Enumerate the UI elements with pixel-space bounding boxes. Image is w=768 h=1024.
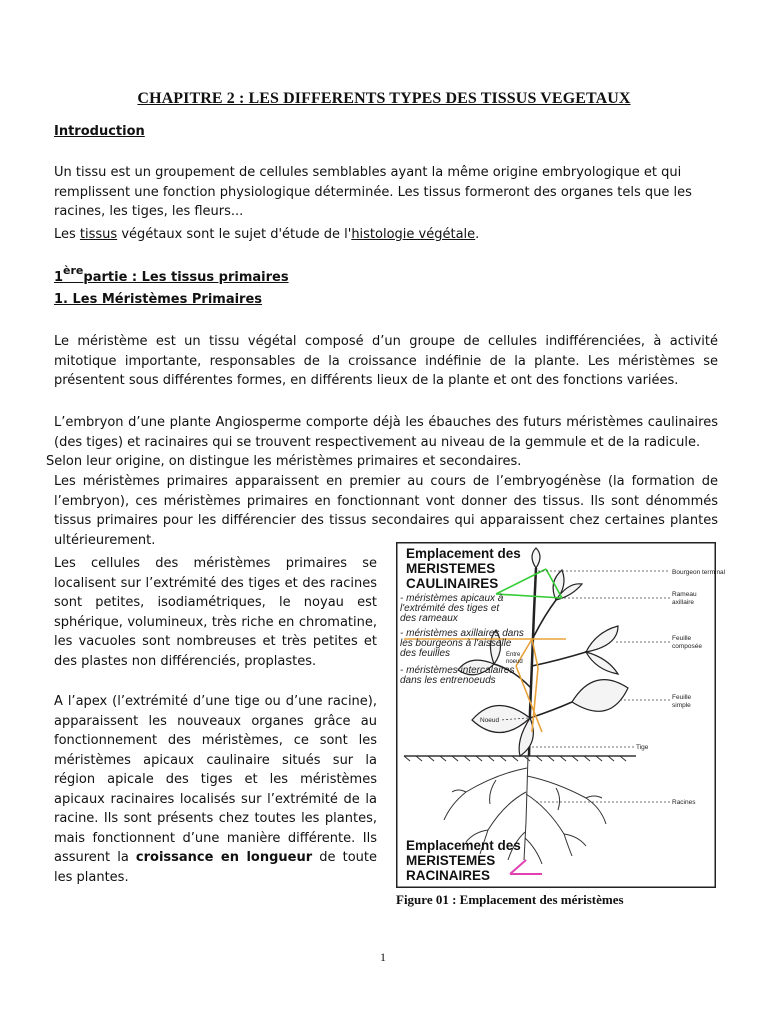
introduction-paragraph-1: Un tissu est un groupement de cellules semblables ayant la même origine embryologique et qui remplissent une fonction physiologique déterminée. Les tissus formeront des organes tels que les racines, les tiges, les fleurs... — [54, 165, 692, 219]
note-apical-line2: l'extrémité des tiges et — [400, 603, 500, 614]
note-axillary-line2: les bourgeons à l'aisselle — [400, 638, 512, 649]
section-paragraph-1: Le méristème est un tissu végétal composé d’un groupe de cellules indifférenciées, à activité mitotique importante, responsables de la croissance indéfinie de la plante. Les méristèmes se présentent sous différentes formes, en différents lieux de la plante et ont des fonctions variées. — [54, 334, 718, 388]
section-heading: 1. Les Méristèmes Primaires — [54, 292, 263, 307]
figure-caption: Figure 01 : Emplacement des méristèmes — [396, 892, 624, 907]
note-apical-line1: - méristèmes apicaux à — [400, 593, 504, 604]
note-intercalary-line1: - méristèmes intercalaires — [400, 665, 515, 676]
page-title: CHAPITRE 2 : LES DIFFERENTS TYPES DES TISSUS VEGETAUX — [137, 90, 631, 107]
label-rameau-line2: axillaire — [672, 599, 695, 606]
figure-bottom-title-line1: Emplacement des — [406, 838, 521, 853]
figure-bottom-title-line2: MERISTEMES — [406, 853, 496, 868]
figure-top-title-line1: Emplacement des — [406, 546, 521, 561]
note-intercalary-line2: dans les entrenoeuds — [400, 675, 496, 686]
column-p2-text-before: A l’apex (l’extrémité d’une tige ou d’une racine), apparaissent les nouveaux organes grâce au fonctionnement des méristèmes, ce sont les méristèmes apicaux caulinaire situés sur la région apicale des tiges et les méristèmes apicaux racinaires localisés sur l’extrémité de la racine. Ils sont présents chez toutes les plantes, mais fonctionnent d’une manière différente. Ils assurent la — [54, 694, 377, 865]
label-feuille-composee-line1: Feuille — [672, 635, 692, 642]
label-noeud: Noeud — [480, 717, 500, 724]
note-axillary-line1: - méristèmes axillaires dans — [400, 628, 524, 639]
partie-heading — [54, 264, 289, 285]
label-bourgeon-terminal: Bourgeon terminal — [672, 569, 726, 576]
page-number: 1 — [380, 950, 386, 964]
partie-number: 1 — [54, 270, 64, 285]
column-p2-text-after: de toute les plantes. — [54, 850, 377, 885]
partie-ordinal: ère — [63, 264, 84, 277]
label-feuille-simple-line2: simple — [672, 702, 691, 709]
meristem-figure — [396, 542, 726, 888]
section-paragraph-3: Selon leur origine, on distingue les méristèmes primaires et secondaires. — [46, 454, 522, 469]
figure-top-title-line3: CAULINAIRES — [406, 576, 499, 591]
section-paragraph-4: Les méristèmes primaires apparaissent en premier au cours de l’embryogénèse (la formation de l’embryon), ces méristèmes primaires en fonctionnant vont donner des tissus. Ils sont dénommés tissus primaires pour les différencier des tissus secondaires qui apparaissent chez certaines plantes ultérieurement. — [54, 474, 718, 548]
note-axillary-line3: des feuilles — [400, 648, 451, 659]
label-tige: Tige — [636, 744, 649, 751]
label-feuille-simple-line1: Feuille — [672, 694, 692, 701]
figure-top-title-line2: MERISTEMES — [406, 561, 496, 576]
label-rameau-line1: Rameau — [672, 591, 697, 598]
introduction-paragraph-2 — [54, 225, 710, 245]
figure-bottom-title-line3: RACINAIRES — [406, 868, 491, 883]
note-apical-line3: des rameaux — [400, 613, 458, 624]
croissance-en-longueur-bold: croissance en longueur — [135, 850, 313, 865]
introduction-heading: Introduction — [54, 124, 145, 139]
label-entre-noeud-line1: Entre — [506, 652, 521, 658]
label-feuille-composee-line2: composée — [672, 643, 702, 650]
section-paragraph-2: L’embryon d’une plante Angiosperme comporte déjà les ébauches des futurs méristèmes caulinaires (des tiges) et racinaires qui se trouvent respectivement au niveau de la gemmule et de la radicule. — [54, 415, 718, 450]
intro-p2-text-middle: végétaux sont le sujet d'étude de l' — [117, 227, 352, 242]
intro-p2-text-after: . — [475, 227, 480, 242]
intro-p2-text-before: Les — [54, 227, 80, 242]
histologie-vegetale-link[interactable]: histologie végétale — [351, 227, 476, 242]
partie-label: partie : Les tissus primaires — [83, 270, 289, 285]
label-racines: Racines — [672, 799, 696, 806]
column-paragraph-1: Les cellules des méristèmes primaires se localisent sur l’extrémité des tiges et des racines sont petites, isodiamétriques, le noyau est sphérique, volumineux, très riche en chromatine, les vacuoles sont nombreuses et très petites et des plastes non différenciés, proplastes. — [54, 556, 377, 669]
tissus-link[interactable]: tissus — [79, 227, 118, 242]
label-entre-noeud-line2: noeud — [506, 659, 523, 665]
column-paragraph-2 — [54, 692, 377, 887]
